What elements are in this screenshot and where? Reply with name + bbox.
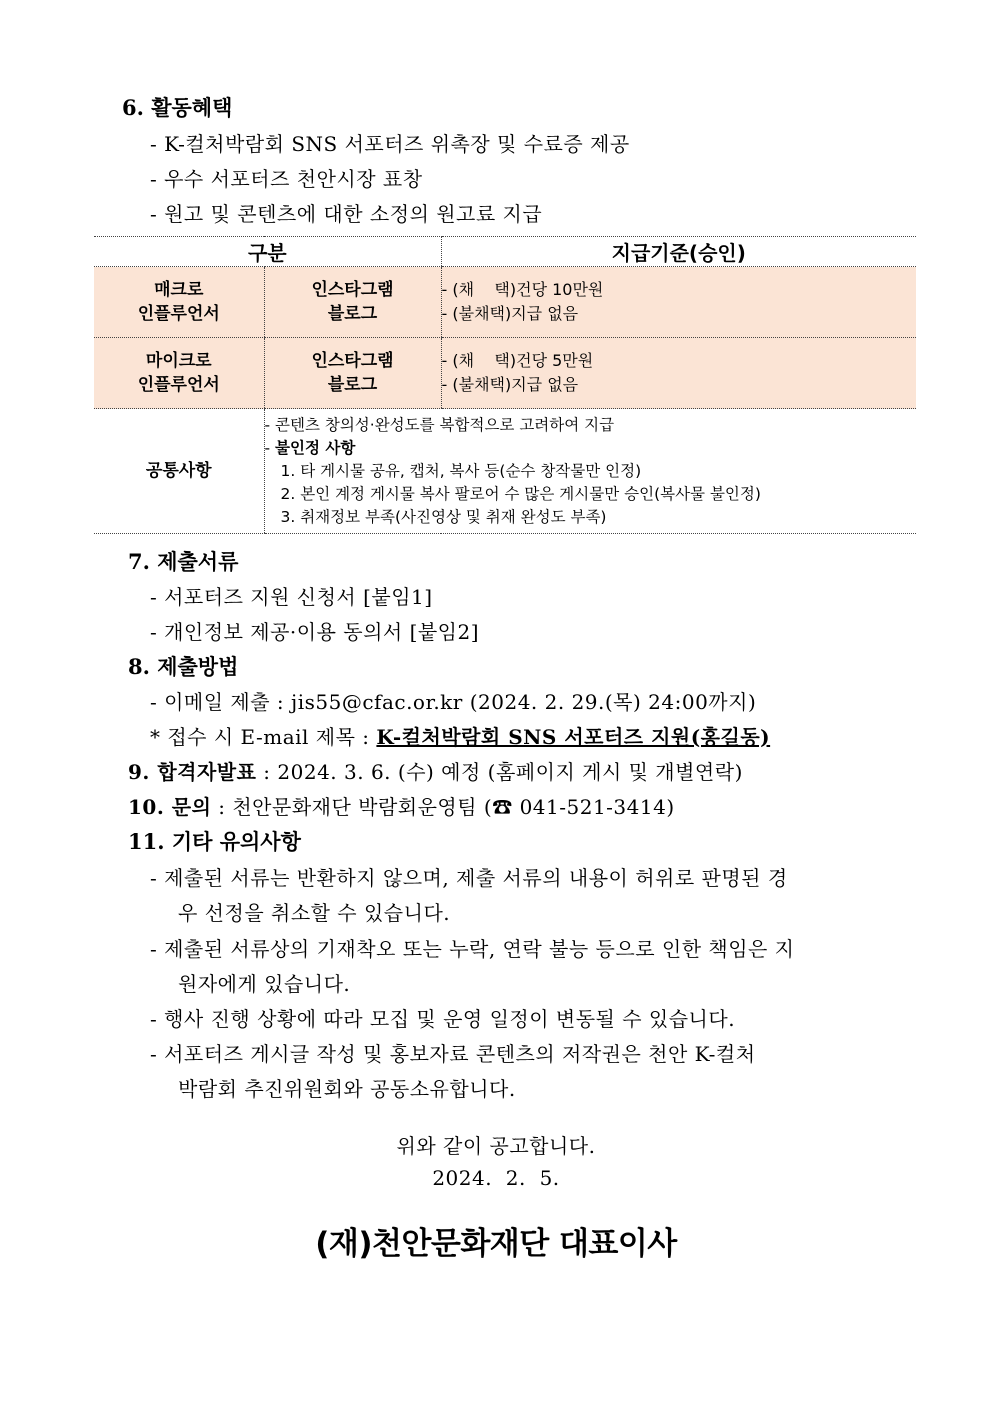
macro-type-line-2: 인플루언서	[137, 304, 220, 324]
common-line-1: - 콘텐츠 창의성·완성도를 복합적으로 고려하여 지급	[264, 415, 615, 434]
issuer-signature: (재)천안문화재단 대표이사	[315, 1226, 677, 1262]
closing-date: 2024. 2. 5.	[432, 1166, 560, 1190]
table-header-row	[94, 237, 916, 267]
notice-line-3: - 제출된 서류상의 기재착오 또는 누락, 연락 불능 등으로 인한 책임은 지	[150, 937, 795, 961]
macro-channel-cell	[264, 267, 441, 338]
section-10-label: 10. 문의	[128, 795, 212, 819]
macro-channel-line-2: 블로그	[327, 304, 378, 324]
section-9-label: 9. 합격자발표	[128, 760, 257, 784]
benefit-item-3: - 원고 및 콘텐츠에 대한 소정의 원고료 지급	[150, 202, 543, 226]
subject-prefix: * 접수 시 E-mail 제목 :	[150, 725, 377, 749]
micro-type-line-1: 마이크로	[145, 351, 212, 371]
macro-channel-line-1: 인스타그램	[311, 280, 394, 300]
macro-criteria-line-2: - (불채택)지급 없음	[441, 304, 579, 323]
micro-criteria-cell	[441, 338, 916, 409]
subject-format: K-컬처박람회 SNS 서포터즈 지원(홍길동)	[376, 725, 771, 749]
header-criteria: 지급기준(승인)	[441, 237, 916, 267]
table-row-micro	[94, 338, 916, 409]
section-10-text: : 천안문화재단 박람회운영팀 (☎ 041-521-3414)	[211, 795, 675, 819]
submission-email-line: - 이메일 제출 : jis55@cfac.or.kr (2024. 2. 29.(목) 24:00까지)	[150, 690, 757, 714]
common-line-2-bold: 불인정 사항	[275, 438, 356, 457]
closing-notice: 위와 같이 공고합니다.	[396, 1134, 596, 1158]
notice-line-6: - 서포터즈 게시글 작성 및 홍보자료 콘텐츠의 저작권은 천안 K-컬처	[150, 1042, 756, 1066]
common-sub-2: 2. 본인 계정 게시물 복사 팔로어 수 많은 게시물만 승인(복사물 불인정)	[280, 484, 761, 503]
macro-criteria-line-1: - (채 택)건당 10만원	[441, 280, 604, 299]
micro-type-line-2: 인플루언서	[137, 375, 220, 395]
common-line-2-prefix: -	[264, 438, 276, 457]
table-row-macro	[94, 267, 916, 338]
payment-criteria-table	[94, 236, 916, 534]
section-7-heading: 7. 제출서류	[128, 549, 239, 574]
common-label-cell: 공통사항	[94, 409, 264, 534]
common-sub-1: 1. 타 게시물 공유, 캡처, 복사 등(순수 창작물만 인정)	[280, 461, 642, 480]
notice-line-4: 원자에게 있습니다.	[178, 972, 351, 996]
micro-channel-line-2: 블로그	[327, 375, 378, 395]
section-9-line	[128, 756, 743, 785]
benefit-item-1: - K-컬처박람회 SNS 서포터즈 위촉장 및 수료증 제공	[150, 132, 630, 156]
macro-criteria-cell	[441, 267, 916, 338]
common-line-2	[265, 437, 917, 460]
section-9-text: : 2024. 3. 6. (수) 예정 (홈페이지 게시 및 개별연락)	[256, 760, 743, 784]
header-category: 구분	[94, 237, 441, 267]
notice-line-2: 우 선정을 취소할 수 있습니다.	[178, 901, 451, 925]
macro-type-line-1: 매크로	[154, 280, 204, 300]
document-item-1: - 서포터즈 지원 신청서 [붙임1]	[150, 585, 433, 609]
table-row-common	[94, 409, 916, 534]
micro-type-cell	[94, 338, 264, 409]
micro-criteria-line-1: - (채 택)건당 5만원	[441, 351, 594, 370]
common-sub-3: 3. 취재정보 부족(사진영상 및 취재 완성도 부족)	[280, 507, 607, 526]
micro-criteria-line-2: - (불채택)지급 없음	[441, 375, 579, 394]
section-11-heading: 11. 기타 유의사항	[128, 829, 301, 854]
notice-line-5: - 행사 진행 상황에 따라 모집 및 운영 일정이 변동될 수 있습니다.	[150, 1007, 736, 1031]
notice-line-1: - 제출된 서류는 반환하지 않으며, 제출 서류의 내용이 허위로 판명된 경	[150, 866, 788, 890]
benefit-item-2: - 우수 서포터즈 천안시장 표창	[150, 167, 423, 191]
common-content-cell	[264, 409, 916, 534]
submission-subject-line	[150, 721, 770, 750]
micro-channel-cell	[264, 338, 441, 409]
section-6-heading: 6. 활동혜택	[122, 95, 233, 120]
document-item-2: - 개인정보 제공·이용 동의서 [붙임2]	[150, 620, 480, 644]
notice-line-7: 박람회 추진위원회와 공동소유합니다.	[178, 1077, 516, 1101]
section-10-line	[128, 791, 675, 820]
micro-channel-line-1: 인스타그램	[311, 351, 394, 371]
macro-type-cell	[94, 267, 264, 338]
section-8-heading: 8. 제출방법	[128, 654, 239, 679]
